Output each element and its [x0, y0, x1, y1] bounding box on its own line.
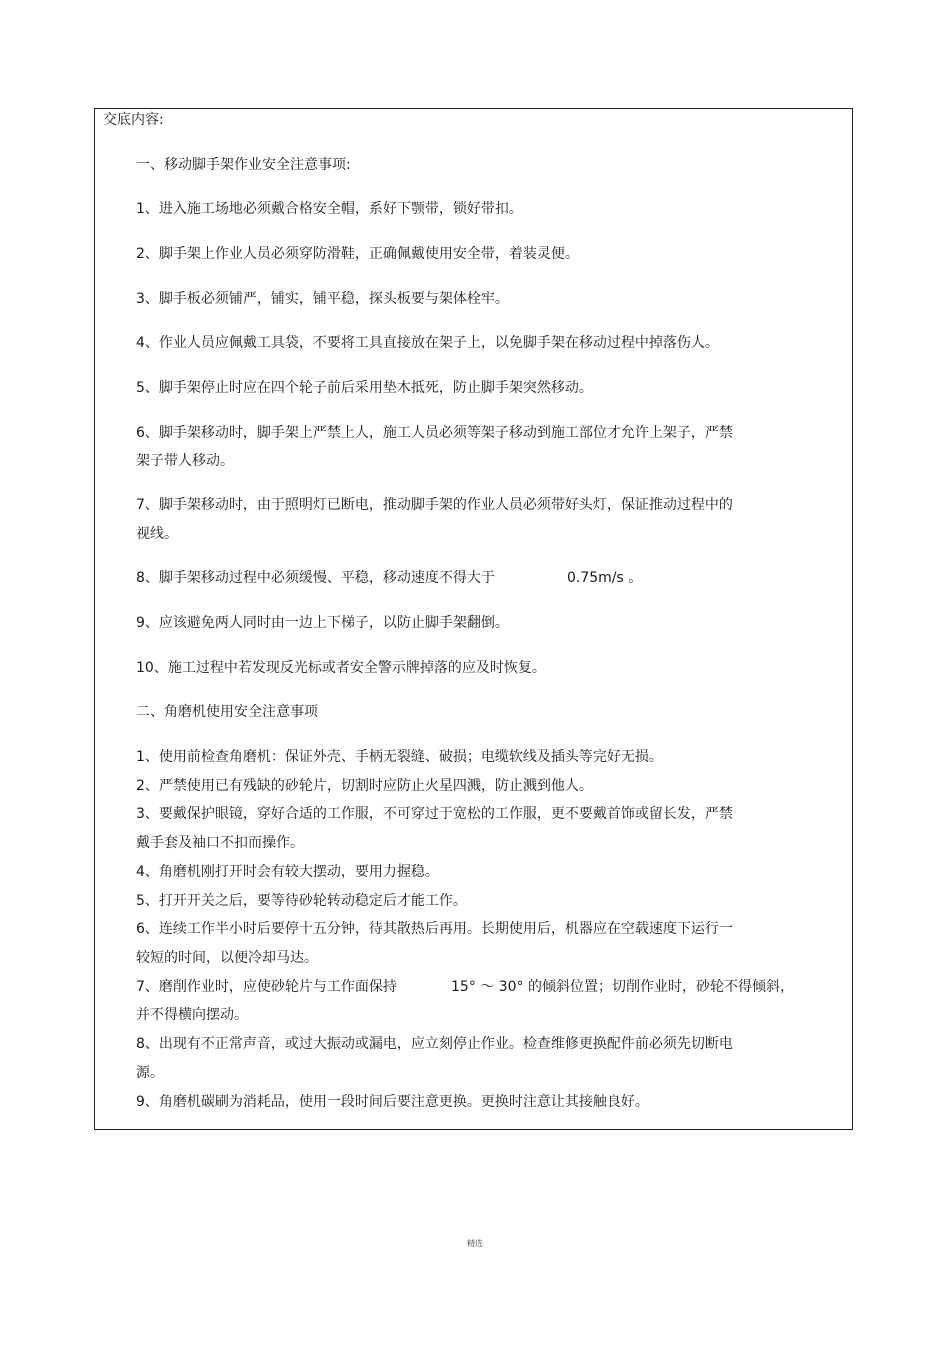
section2-title: 二、角磨机使用安全注意事项 [136, 704, 318, 720]
section1-title: 一、移动脚手架作业安全注意事项: [136, 157, 351, 173]
section1-item-3: 3、脚手板必须铺严，铺实，铺平稳，探头板要与架体栓牢。 [136, 291, 509, 307]
content-heading: 交底内容: [103, 112, 164, 128]
section2-item-4: 4、角磨机刚打开时会有较大摆动，要用力握稳。 [136, 864, 439, 880]
section2-item-6-cont: 较短的时间，以便冷却马达。 [136, 950, 318, 966]
section2-item-8-cont: 源。 [136, 1065, 164, 1081]
section2-item-7-cont: 并不得横向摆动。 [136, 1007, 248, 1023]
section1-item-8-speed: 0.75m/s 。 [567, 570, 643, 586]
section2-item-1: 1、使用前检查角磨机：保证外壳、手柄无裂缝、破损；电缆软线及插头等完好无损。 [136, 749, 663, 765]
section1-item-6: 6、脚手架移动时，脚手架上严禁上人，施工人员必须等架子移动到施工部位才允许上架子，严禁 [136, 425, 733, 441]
section2-item-2: 2、严禁使用已有残缺的砂轮片，切割时应防止火星四溅，防止溅到他人。 [136, 778, 593, 794]
section2-item-6: 6、连续工作半小时后要停十五分钟，待其散热后再用。长期使用后，机器应在空载速度下运行一 [136, 921, 733, 937]
section2-item-8: 8、出现有不正常声音，或过大振动或漏电，应立刻停止作业。检查维修更换配件前必须先切断电 [136, 1036, 733, 1052]
page-footer: 精选 [467, 1239, 483, 1248]
section1-item-10: 10、施工过程中若发现反光标或者安全警示牌掉落的应及时恢复。 [136, 660, 546, 676]
section1-item-7-cont: 视线。 [136, 526, 178, 542]
section1-item-7: 7、脚手架移动时，由于照明灯已断电，推动脚手架的作业人员必须带好头灯，保证推动过程中的 [136, 497, 733, 513]
section2-item-3-cont: 戴手套及袖口不扣而操作。 [136, 835, 304, 851]
section1-item-1: 1、进入施工场地必须戴合格安全帽，系好下颚带，锁好带扣。 [136, 201, 523, 217]
section1-item-9: 9、应该避免两人同时由一边上下梯子，以防止脚手架翻倒。 [136, 615, 509, 631]
section2-item-7-angle: 15° ～ 30° 的倾斜位置；切削作业时，砂轮不得倾斜， [451, 979, 794, 995]
section2-item-5: 5、打开开关之后，要等待砂轮转动稳定后才能工作。 [136, 893, 467, 909]
section1-item-4: 4、作业人员应佩戴工具袋，不要将工具直接放在架子上，以免脚手架在移动过程中掉落伤人。 [136, 335, 719, 351]
section2-item-9: 9、角磨机碳刷为消耗品，使用一段时间后要注意更换。更换时注意让其接触良好。 [136, 1094, 649, 1110]
section2-item-7: 7、磨削作业时，应使砂轮片与工作面保持 [136, 979, 397, 995]
section1-item-5: 5、脚手架停止时应在四个轮子前后采用垫木抵死，防止脚手架突然移动。 [136, 380, 593, 396]
section2-item-3: 3、要戴保护眼镜，穿好合适的工作服，不可穿过于宽松的工作服，更不要戴首饰或留长发，严禁 [136, 806, 733, 822]
section1-item-6-cont: 架子带人移动。 [136, 453, 234, 469]
section1-item-2: 2、脚手架上作业人员必须穿防滑鞋，正确佩戴使用安全带，着装灵便。 [136, 246, 579, 262]
section1-item-8: 8、脚手架移动过程中必须缓慢、平稳，移动速度不得大于 [136, 570, 495, 586]
